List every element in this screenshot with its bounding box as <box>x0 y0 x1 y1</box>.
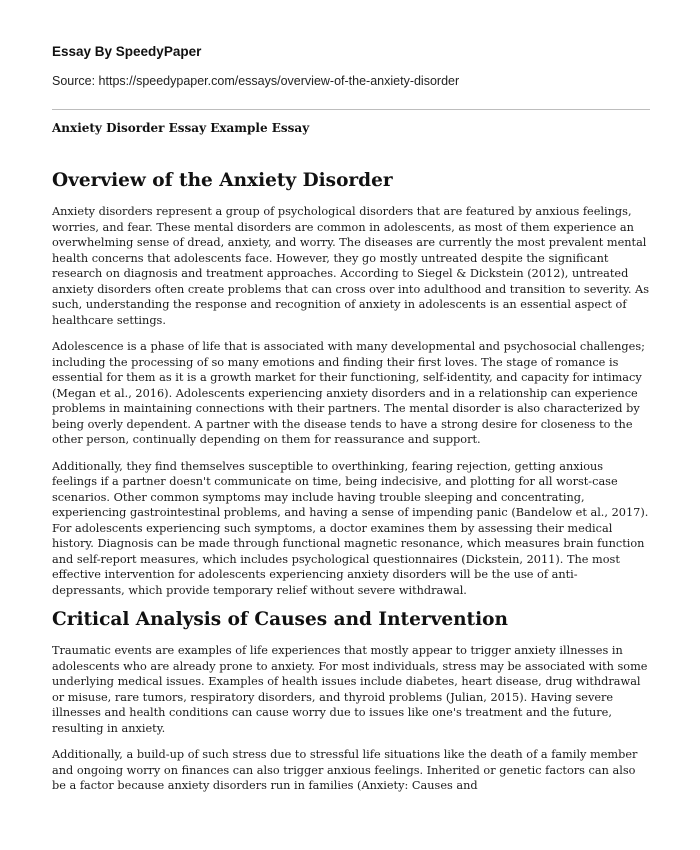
paragraph: Adolescence is a phase of life that is associated with many developmental and psychosocial challenges; including the processing of so many emotions and finding their first loves. The stage of romance is essential for them as it is a growth market for their functioning, self-identity, and capacity for intimacy (Megan et al., 2016). Adolescents experiencing anxiety disorders and in a relationship can experience problems in maintaining connections with their partners. The mental disorder is also characterized by being overly dependent. A partner with the disease tends to have a strong desire for closeness to the other person, continually depending on them for reassurance and support. <box>52 340 645 446</box>
paragraph: Anxiety disorders represent a group of psychological disorders that are featured by anxious feelings, worries, and fear. These mental disorders are common in adolescents, as most of them experience an overwhelming sense of dread, anxiety, and worry. The diseases are currently the most prevalent mental health concerns that adolescents face. However, they go mostly untreated despite the significant research on diagnosis and treatment approaches. According to Siegel & Dickstein (2012), untreated anxiety disorders often create problems that can cross over into adulthood and transition to severity. As such, understanding the response and recognition of anxiety in adolescents is an essential aspect of healthcare settings. <box>52 205 650 327</box>
paragraph: Traumatic events are examples of life experiences that mostly appear to trigger anxiety illnesses in adolescents who are already prone to anxiety. For most individuals, stress may be associated with some underlying medical issues. Examples of health issues include diabetes, heart disease, drug withdrawal or misuse, rare tumors, respiratory disorders, and thyroid problems (Julian, 2015). Having severe illnesses and health conditions can cause worry due to issues like one's treatment and the future, resulting in anxiety. <box>52 644 648 735</box>
paragraph: Additionally, a build-up of such stress due to stressful life situations like the death of a family member and ongoing worry on finances can also trigger anxious feelings. Inherited or genetic factors can also be a factor because anxiety disorders run in families (Anxiety: Causes and <box>52 748 638 792</box>
essay-content <box>52 170 650 805</box>
document-title: Anxiety Disorder Essay Example Essay <box>52 121 310 135</box>
section-heading-critical-analysis: Critical Analysis of Causes and Intervention <box>52 609 508 630</box>
source-url: Source: https://speedypaper.com/essays/overview-of-the-anxiety-disorder <box>52 74 460 88</box>
header-divider <box>52 109 650 110</box>
brand-title: Essay By SpeedyPaper <box>52 44 202 59</box>
paragraph: Additionally, they find themselves susceptible to overthinking, fearing rejection, getting anxious feelings if a partner doesn't communicate on time, being indecisive, and plotting for all worst-case scenarios. Other common symptoms may include having trouble sleeping and concentrating, experiencing gastrointestinal problems, and having a sense of impending panic (Bandelow et al., 2017). For adolescents experiencing such symptoms, a doctor examines them by assessing their medical history. Diagnosis can be made through functional magnetic resonance, which measures brain function and self-report measures, which includes psychological questionnaires (Dickstein, 2011). The most effective intervention for adolescents experiencing anxiety disorders will be the use of anti-depressants, which provide temporary relief without severe withdrawal. <box>52 459 649 597</box>
section-heading-overview: Overview of the Anxiety Disorder <box>52 170 393 191</box>
